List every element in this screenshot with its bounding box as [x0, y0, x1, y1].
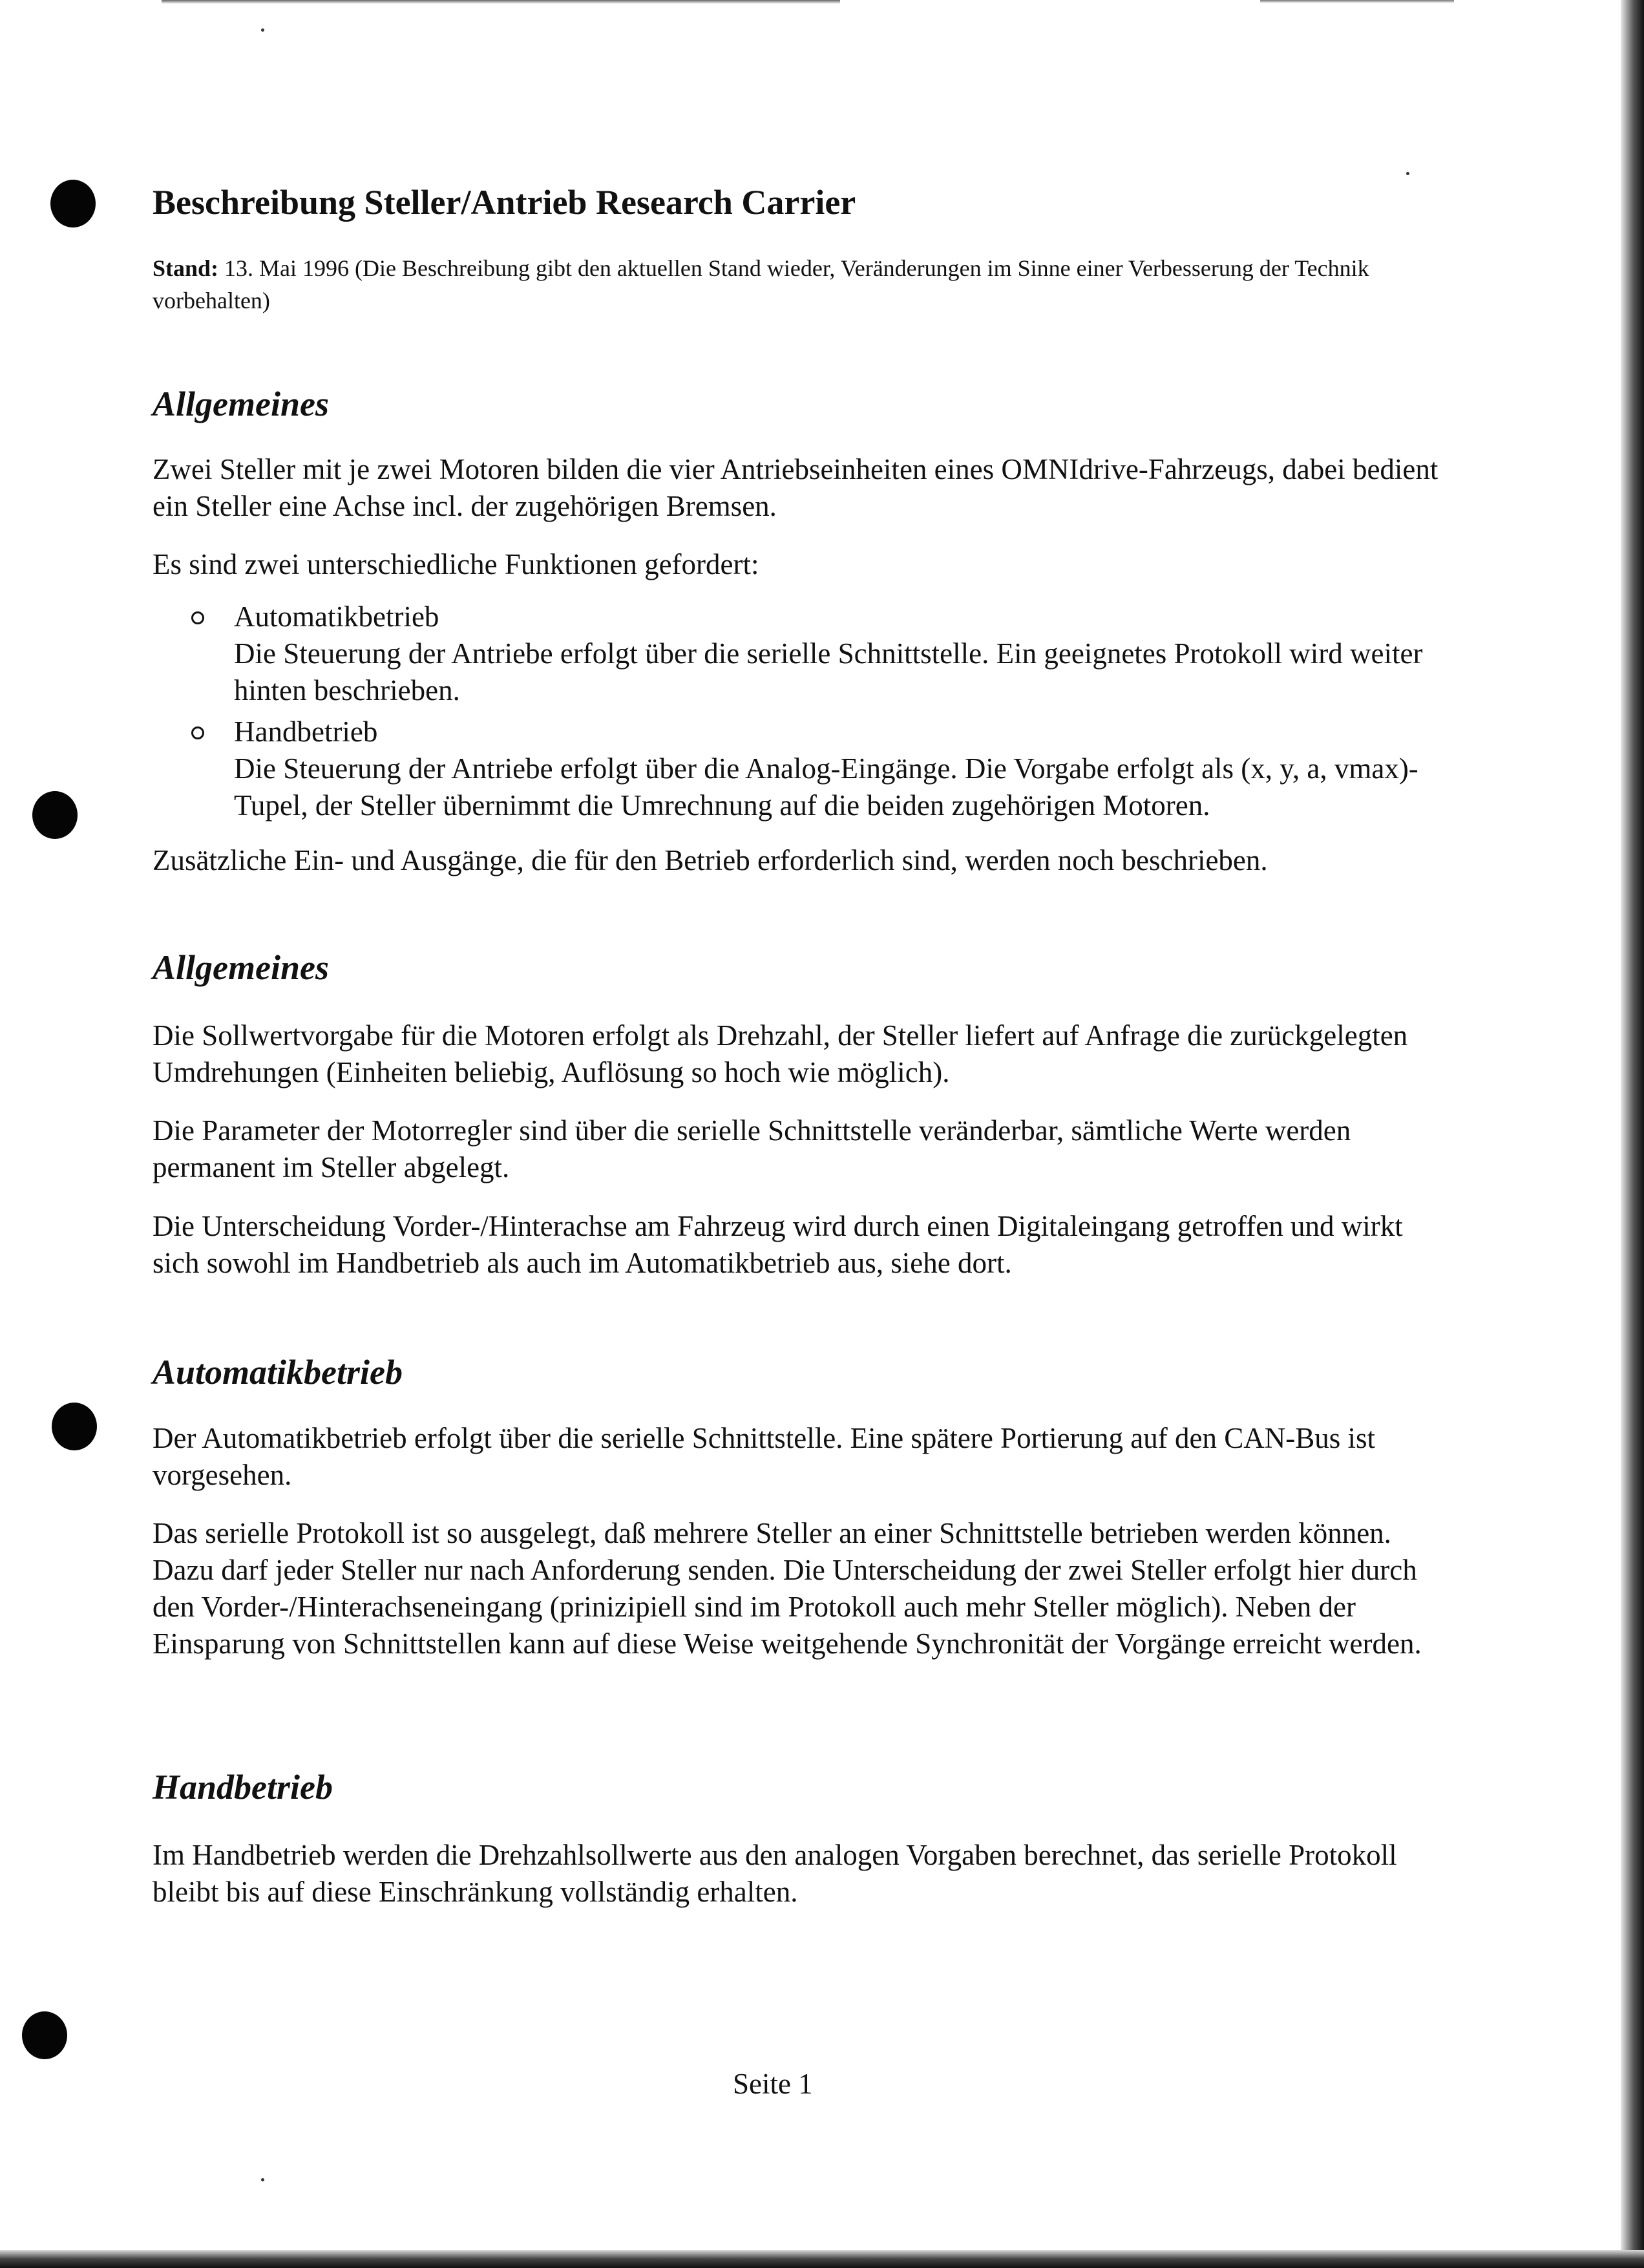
- paragraph: Der Automatikbetrieb erfolgt über die serielle Schnittstelle. Eine spätere Portierung auf den CAN-Bus ist vorgesehen.: [153, 1422, 1375, 1491]
- section-heading-automatikbetrieb: Automatikbetrieb: [153, 1353, 403, 1392]
- section-heading-allgemeines-2: Allgemeines: [153, 948, 329, 987]
- paragraph: Die Parameter der Motorregler sind über die serielle Schnittstelle veränderbar, sämtliche Werte werden permanent im Steller abgelegt.: [153, 1114, 1351, 1183]
- list-item-title: Handbetrieb: [234, 715, 378, 748]
- paragraph: Es sind zwei unterschiedliche Funktionen gefordert:: [153, 548, 759, 580]
- punch-hole-3: [52, 1403, 97, 1450]
- punch-hole-2: [32, 791, 78, 839]
- list-item-text: Die Steuerung der Antriebe erfolgt über die Analog-Eingänge. Die Vorgabe erfolgt als (x, y, a, vmax)-Tupel, der Steller übernimmt die Umrechnung auf die beiden zugehörigen Motoren.: [234, 752, 1418, 821]
- scan-edge-bottom: [0, 2250, 1644, 2268]
- paragraph: Die Unterscheidung Vorder-/Hinterachse am Fahrzeug wird durch einen Digitaleingang getroffen und wirkt sich sowohl im Handbetrieb als auch im Automatikbetrieb aus, siehe dort.: [153, 1210, 1403, 1279]
- speck-1: [261, 28, 264, 32]
- section-heading-allgemeines-1: Allgemeines: [153, 385, 329, 423]
- speck-2: [1406, 172, 1409, 175]
- scan-edge-right: [1621, 0, 1644, 2268]
- paragraph: Im Handbetrieb werden die Drehzahlsollwerte aus den analogen Vorgaben berechnet, das serielle Protokoll bleibt bis auf diese Einschränkung vollständig erhalten.: [153, 1839, 1397, 1908]
- document-stand: [153, 252, 1380, 317]
- list-item-title: Automatikbetrieb: [234, 600, 439, 633]
- paragraph: Die Sollwertvorgabe für die Motoren erfolgt als Drehzahl, der Steller liefert auf Anfrage die zurückgelegten Umdrehungen (Einheiten beliebig, Auflösung so hoch wie möglich).: [153, 1019, 1408, 1088]
- circle-bullet-icon: [191, 611, 204, 624]
- list-item-automatikbetrieb: [153, 599, 1445, 709]
- list-item-handbetrieb: [153, 714, 1445, 824]
- scan-edge-top-right: [1260, 0, 1454, 3]
- paragraph: Zwei Steller mit je zwei Motoren bilden die vier Antriebseinheiten eines OMNIdrive-Fahrzeugs, dabei bedient ein Steller eine Achse incl. der zugehörigen Bremsen.: [153, 453, 1438, 522]
- document-title: Beschreibung Steller/Antrieb Research Carrier: [153, 183, 856, 222]
- paragraph: Zusätzliche Ein- und Ausgänge, die für den Betrieb erforderlich sind, werden noch beschrieben.: [153, 844, 1268, 876]
- scan-edge-top: [162, 0, 840, 4]
- speck-3: [261, 2178, 264, 2181]
- punch-hole-1: [50, 180, 96, 228]
- stand-text: 13. Mai 1996 (Die Beschreibung gibt den aktuellen Stand wieder, Veränderungen im Sinne einer Verbesserung der Technik vorbehalten): [153, 255, 1369, 313]
- stand-label: Stand:: [153, 255, 219, 281]
- punch-hole-4: [22, 2011, 67, 2059]
- list-item-text: Die Steuerung der Antriebe erfolgt über die serielle Schnittstelle. Ein geeignetes Protokoll wird weiter hinten beschrieben.: [234, 637, 1423, 706]
- paragraph: Das serielle Protokoll ist so ausgelegt, daß mehrere Steller an einer Schnittstelle betrieben werden können. Dazu darf jeder Steller nur nach Anforderung senden. Die Unterscheidung der zwei Steller erfolgt hier durch den Vorder-/Hinterachseneingang (prinizipiell sind im Protokoll auch mehr Steller möglich). Neben der Einsparung von Schnittstellen kann auf diese Weise weitgehende Synchronität der Vorgänge erreicht werden.: [153, 1517, 1422, 1660]
- circle-bullet-icon: [191, 726, 204, 739]
- page-number: Seite 1: [733, 2068, 813, 2100]
- section-heading-handbetrieb: Handbetrieb: [153, 1768, 333, 1807]
- function-list: [153, 599, 1445, 824]
